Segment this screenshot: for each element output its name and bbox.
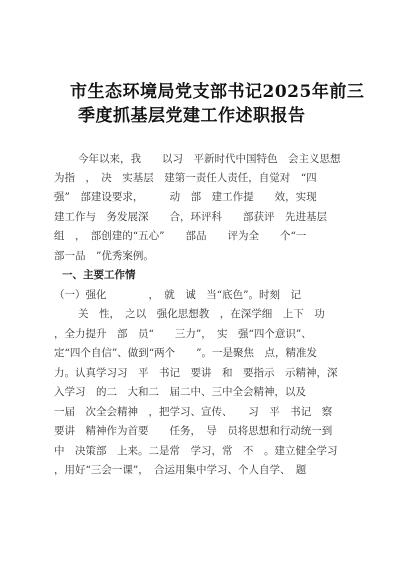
body-line: 要讲 精神作为首要 任务， 导 员将思想和行动统一到 [54, 425, 333, 437]
body-line: 强” 部建设要求， 动 部 建工作提 效，实现 [54, 191, 317, 203]
title-line-1: 市生态环境局党支部书记2025年前三 [70, 82, 365, 102]
body-line: 入学习 的二 大和二 届二中、三中全会精神，以及 [54, 386, 306, 398]
body-line: 关 性， 之以 强化思想教 ，在深学细 上下 功 [78, 308, 325, 320]
body-line: （一）强化 ， 就 诚 当“底色”。时刻 记 [54, 289, 301, 301]
section-heading: 一、主要工作情 [62, 269, 136, 281]
body-line: 建工作与 务发展深 合，环评科 部获评 先进基层 [54, 211, 327, 223]
body-line: 今年以来，我 以习 平新时代中国特色 会主义思想 [78, 153, 341, 165]
body-line: 组 ， 部创建的“五心” 部品 评为全 个“一 [54, 230, 307, 242]
body-line: ，全力提升 部 员“ 三力”， 实 强“四个意识”、 [54, 328, 312, 340]
body-line: 部一品 ”优秀案例。 [54, 250, 154, 262]
title-line-2: 季度抓基层党建工作述职报告 [78, 106, 306, 126]
body-line: 一届 次全会精神 ，把学习、宣传、 习 平 书记 察 [54, 406, 333, 418]
body-line: 力。认真学习习 平 书记 要讲 和 要指示 示精神，深 [54, 367, 338, 379]
body-line: ，用好“三会一课”， 合运用集中学习、个人自学、 题 [54, 464, 307, 476]
body-line: 定“四个自信”、做到“两个 ”。一是聚焦 点，精准发 [54, 347, 317, 359]
body-line: 为指 ， 决 实基层 建第一责任人责任，自觉对 “四 [54, 172, 317, 184]
body-line: 中 决策部 上来。二是常 学习，常 不 。建立健全学习 [54, 445, 338, 457]
